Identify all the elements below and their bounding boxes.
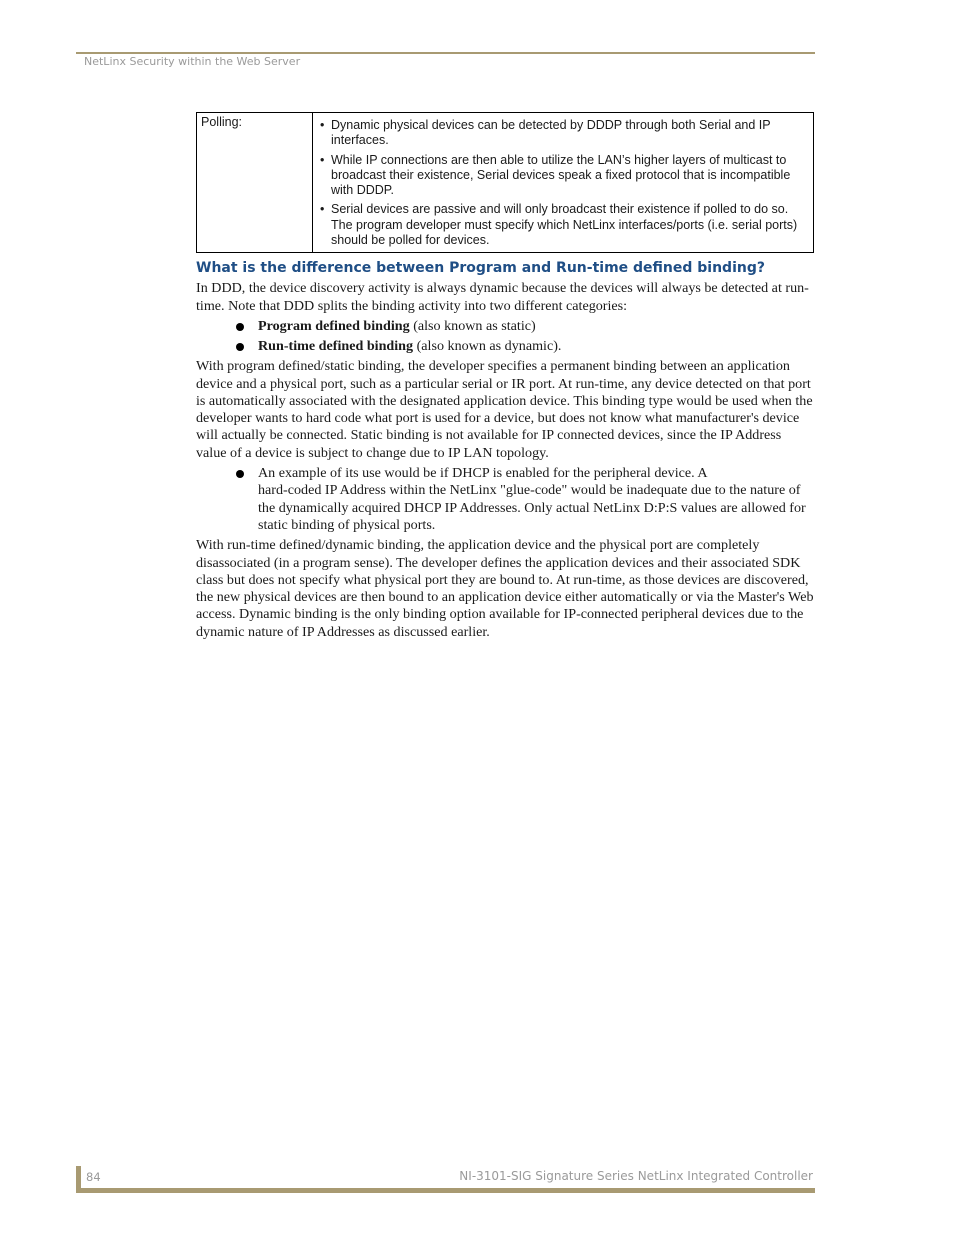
polling-description [313,113,814,253]
list-item [317,202,809,248]
main-content [196,112,814,644]
bullet-icon: • [320,152,325,167]
example-list [196,465,814,534]
bullet-icon [236,323,244,331]
example-text-line1: An example of its use would be if DHCP is enabled for the peripheral device. A [258,465,708,482]
list-item [258,318,814,335]
section-heading: What is the difference between Program and Run-time defined binding? [196,260,765,277]
list-item [258,338,814,355]
bullet-icon [236,343,244,351]
footer-rule [76,1188,815,1193]
category-note: (also known as static) [409,317,536,334]
dynamic-binding-paragraph: With run-time defined/dynamic binding, the application device and the physical port are completely disassociated (in a program sense). The developer defines the application devices and their associated SDK class but does not specify what physical port they are bound to. At run-time, as those devices are discovered, the new physical devices are then bound to an application device either automatically or via the Master's Web access. Dynamic binding is the only binding option available for IP-connected peripheral devices due to the dynamic nature of IP Addresses as discussed earlier. [196,537,814,640]
bullet-icon [236,470,244,478]
category-note: (also known as dynamic). [413,337,562,354]
page-number: 84 [86,1170,101,1184]
intro-paragraph: In DDD, the device discovery activity is always dynamic because the devices will always be detected at run-time. Note that DDD splits the binding activity into two different categories: [196,280,809,314]
header-rule [76,52,815,54]
category-term: Run-time defined binding [258,337,414,354]
bullet-icon: • [320,118,325,132]
list-item [258,465,814,534]
list-item-text: Dynamic physical devices can be detected by DDDP through both Serial and IP interfaces. [331,118,771,148]
binding-categories [196,318,814,355]
list-item-text: While IP connections are then able to utilize the LAN’s higher layers of multicast to broadcast their existence, Serial devices speak a fixed protocol that is incompatible with DDDP. [331,152,791,198]
polling-label: Polling: [197,113,313,253]
list-item-text: Serial devices are passive and will only broadcast their existence if polled to do so. The program developer must specify which NetLinx interfaces/ports (i.e. serial ports) should be polled for devices. [331,202,798,248]
running-head: NetLinx Security within the Web Server [84,55,301,68]
table-row [197,113,814,253]
example-text-rest: hard-coded IP Address within the NetLinx "glue-code" would be inadequate due to the nature of the dynamically acquired DHCP IP Addresses. Only actual NetLinx D:P:S values are allowed for static binding of physical ports. [258,482,806,533]
polling-table [196,112,814,253]
static-binding-paragraph: With program defined/static binding, the developer specifies a permanent binding between an application device and a physical port, such as a particular serial or IR port. At run-time, any device detected on that port is automatically associated with the designated application device. This binding type would be used when the developer wants to hard code what port is used for a device, but does not know what manufacturer's device will actually be connected. Static binding is not available for IP connected devices, since the IP Address value of a device is subject to change due to IP LAN topology. [196,358,813,461]
bullet-icon: • [320,202,325,217]
list-item [317,153,809,199]
category-term: Program defined binding [258,317,410,334]
list-item [317,118,809,149]
footer-title: NI-3101-SIG Signature Series NetLinx Integrated Controller [459,1169,813,1183]
